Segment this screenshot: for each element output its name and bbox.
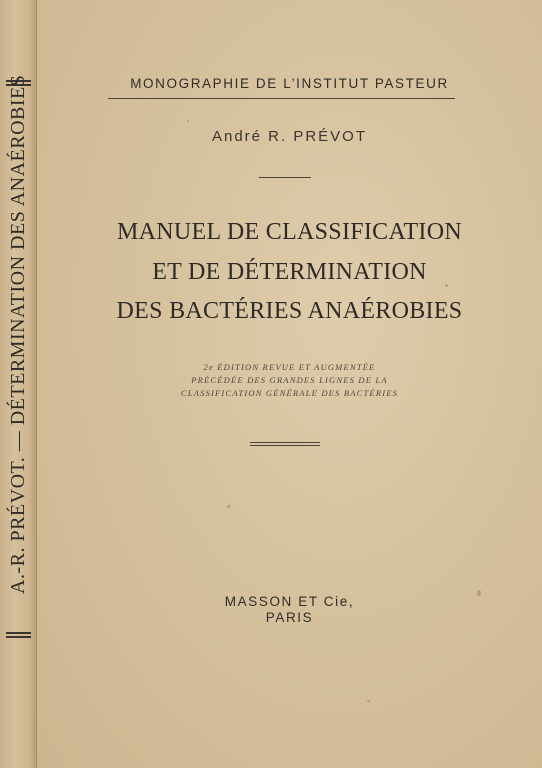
spine-bottom-rule — [6, 632, 31, 638]
edition-line-2: PRÉCÉDÉE DES GRANDES LIGNES DE LA — [191, 375, 388, 385]
paper-speck — [227, 505, 230, 508]
book-title-line-1: MANUEL DE CLASSIFICATION — [117, 219, 462, 245]
author-name: André R. PRÉVOT — [211, 128, 368, 145]
book-title-line-2: ET DE DÉTERMINATION — [152, 259, 427, 285]
publisher-name: MASSON ET Cie, — [224, 594, 355, 609]
author-divider — [259, 177, 311, 178]
publisher-city: PARIS — [265, 610, 314, 625]
book-title-line-3: DES BACTÉRIES ANAÉROBIES — [116, 298, 463, 324]
series-underline — [108, 98, 455, 99]
front-cover — [37, 0, 542, 768]
book-spine — [0, 0, 37, 768]
paper-speck — [477, 590, 481, 596]
paper-speck — [187, 120, 189, 122]
edition-line-1: 2e ÉDITION REVUE ET AUGMENTÉE — [203, 362, 376, 372]
paper-speck — [367, 700, 370, 702]
ornamental-double-rule — [250, 442, 320, 446]
paper-speck — [445, 284, 448, 287]
series-title: MONOGRAPHIE DE L’INSTITUT PASTEUR — [130, 76, 449, 91]
spine-title: A.-R. PRÉVOT. — DÉTERMINATION DES ANAÉROBIES — [7, 74, 29, 594]
edition-line-3: CLASSIFICATION GÉNÉRALE DES BACTÉRIES — [180, 388, 399, 398]
